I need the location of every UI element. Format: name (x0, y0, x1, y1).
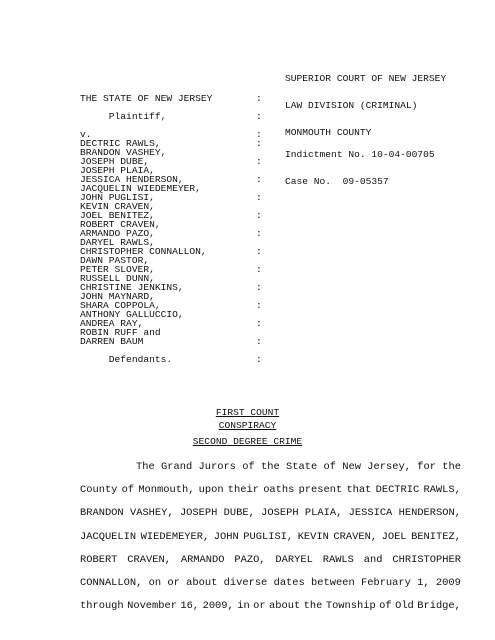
court-county: MONMOUTH COUNTY (285, 127, 372, 138)
caption-line: RUSSELL DUNN, (80, 273, 155, 284)
caption-colon: : (256, 246, 262, 257)
body-line: The Grand Jurors of the State of New Jersey, for the (136, 461, 461, 473)
body-line: BRANDON VASHEY, JOSEPH DUBE, JOSEPH PLAIA, JESSICA HENDERSON, (80, 507, 461, 520)
caption-colon: : (256, 156, 262, 167)
case-caption-parties (80, 94, 212, 364)
caption-line: JOSEPH DUBE, (80, 156, 150, 167)
caption-line: PETER SLOVER, (80, 264, 155, 275)
body-line: JACQUELIN WIEDEMEYER, JOHN PUGLISI, KEVIN CRAVEN, JOEL BENITEZ, (80, 530, 461, 543)
caption-line: ARMANDO PAZO, (80, 228, 155, 239)
body-line: County of Monmouth, upon their oaths present that DECTRIC RAWLS, (80, 484, 461, 497)
indictment-info (285, 132, 435, 204)
case-number: Case No. 09-05357 (285, 176, 389, 187)
caption-line: CHRISTINE JENKINS, (80, 282, 184, 293)
case-caption-colons (256, 94, 262, 364)
caption-line: JOSEPH PLAIA, (80, 165, 155, 176)
caption-line (80, 121, 212, 130)
body-line: through November 16, 2009, in or about the Township of Old Bridge, (80, 600, 461, 613)
caption-line: BRANDON VASHEY, (80, 147, 167, 158)
caption-line: SHARA COPPOLA, (80, 300, 161, 311)
caption-colon: : (256, 210, 262, 221)
caption-colon: : (256, 300, 262, 311)
caption-colon: : (256, 129, 262, 140)
caption-line: DAWN PASTOR, (80, 255, 150, 266)
caption-colon: : (256, 354, 262, 365)
caption-line: JACQUELIN WIEDEMEYER, (80, 183, 201, 194)
caption-line: ANTHONY GALLUCCIO, (80, 309, 184, 320)
body-line: ROBERT CRAVEN, ARMANDO PAZO, DARYEL RAWLS and CHRISTOPHER (80, 553, 461, 566)
count-body-text (80, 456, 461, 618)
caption-colon: : (256, 318, 262, 329)
caption-line: Plaintiff, (80, 111, 167, 122)
court-division: LAW DIVISION (CRIMINAL) (285, 100, 418, 111)
caption-line: ROBERT CRAVEN, (80, 219, 161, 230)
caption-line: ANDREA RAY, (80, 318, 144, 329)
caption-line: JESSICA HENDERSON, (80, 174, 184, 185)
caption-line: DARYEL RAWLS, (80, 237, 155, 248)
body-line: CONNALLON, on or about diverse dates between February 1, 2009 (80, 576, 461, 589)
caption-line: ROBIN RUFF and (80, 327, 161, 338)
caption-line: JOEL BENITEZ, (80, 210, 155, 221)
caption-colon: : (256, 336, 262, 347)
caption-line: v. (80, 129, 92, 140)
caption-line: JOHN MAYNARD, (80, 291, 155, 302)
degree-heading: SECOND DEGREE CRIME (192, 436, 303, 447)
caption-colon: : (256, 93, 262, 104)
caption-line: CHRISTOPHER CONNALLON, (80, 246, 207, 257)
caption-colon: : (256, 138, 262, 149)
caption-line: DARREN BAUM (80, 336, 144, 347)
caption-colon: : (256, 264, 262, 275)
offense-heading: CONSPIRACY (218, 420, 277, 431)
caption-colon: : (256, 192, 262, 203)
caption-line: DECTRIC RAWLS, (80, 138, 161, 149)
caption-line: KEVIN CRAVEN, (80, 201, 155, 212)
caption-colon: : (256, 228, 262, 239)
caption-line: Defendants. (80, 354, 173, 365)
indictment-number: Indictment No. 10-04-00705 (285, 149, 435, 160)
caption-line: JOHN PUGLISI, (80, 192, 155, 203)
caption-colon: : (256, 111, 262, 122)
caption-line: THE STATE OF NEW JERSEY (80, 93, 213, 104)
court-name: SUPERIOR COURT OF NEW JERSEY (285, 73, 447, 84)
count-heading: FIRST COUNT (215, 407, 280, 418)
caption-colon: : (256, 282, 262, 293)
caption-colon: : (256, 174, 262, 185)
